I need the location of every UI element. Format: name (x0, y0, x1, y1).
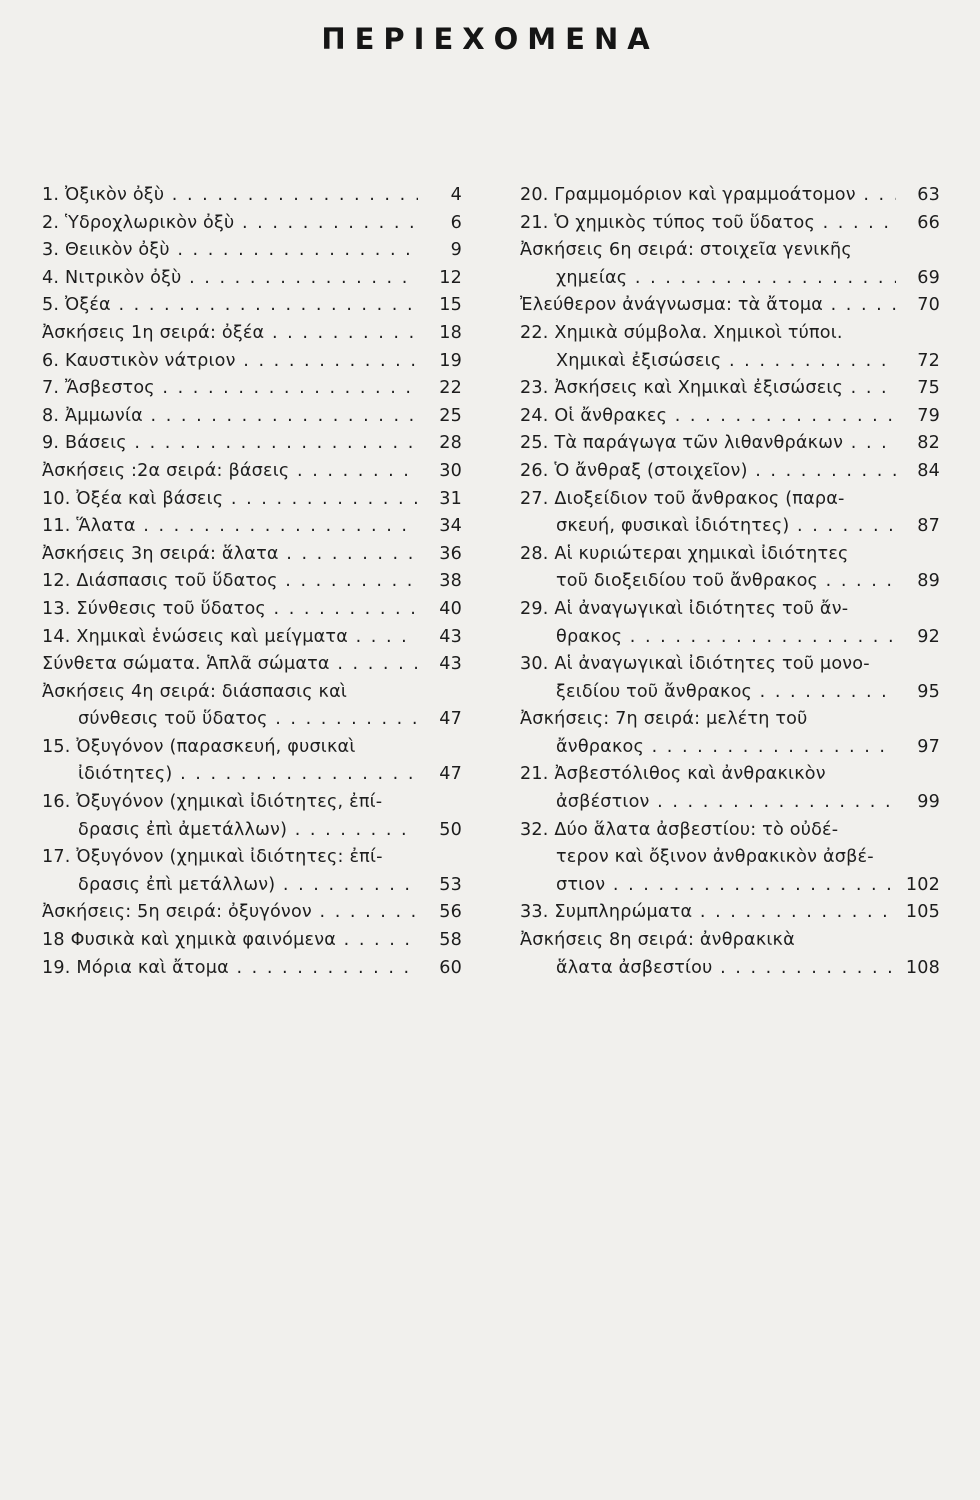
toc-entry (42, 182, 462, 210)
toc-entry-title: Ἀσκήσεις 3η σειρά: ἅλατα . . . (42, 541, 418, 569)
toc-page-number: 70 (917, 295, 940, 316)
toc-entry-title: Ἀσκήσεις 1η σειρά: ὀξέα . . . (42, 320, 418, 348)
toc-entry (520, 899, 940, 927)
toc-entry-title: Ἀσκήσεις: 5η σειρά: ὀξυγόνον . . . (42, 899, 418, 927)
toc-entry-title: 19. Μόρια καὶ ἄτομα . . . (42, 955, 418, 983)
toc-entry (42, 237, 462, 265)
toc-page-number: 84 (917, 460, 940, 481)
toc-entry-title: 6. Καυστικὸν νάτριον . . . (42, 348, 418, 376)
toc-page-number: 105 (905, 902, 940, 923)
toc-entry (42, 927, 462, 955)
toc-entry-title: 4. Νιτρικὸν ὀξὺ . . . (42, 265, 418, 293)
toc-entry-title-line: Χημικαὶ ἐξισώσεις . . . (556, 348, 896, 376)
toc-page-number: 56 (439, 902, 462, 923)
toc-entry (42, 541, 462, 569)
toc-page-number: 4 (450, 185, 462, 205)
toc-page-number: 102 (905, 874, 940, 895)
toc-entry-title: Ἀσκήσεις :2α σειρά: βάσεις . . . (42, 458, 418, 486)
toc-entry (42, 292, 462, 320)
toc-entry-title-line: 27. Διοξείδιον τοῦ ἄνθρακος (παρα- (520, 488, 845, 509)
toc-entry-title-line: 17. Ὀξυγόνον (χημικαὶ ἰδιότητες: ἐπί- (42, 847, 383, 868)
toc-entry-title-line: τερον καὶ ὄξινον ἀνθρακικὸν ἀσβέ- (556, 847, 874, 868)
toc-entry-title: 8. Ἀμμωνία . . . (42, 403, 418, 431)
toc-page-number: 58 (439, 930, 462, 951)
toc-entry (520, 817, 940, 900)
toc-entry-title-line: 16. Ὀξυγόνον (χημικαὶ ἰδιότητες, ἐπί- (42, 792, 383, 813)
toc-page-number: 79 (917, 405, 940, 426)
toc-page-number: 72 (917, 350, 940, 371)
toc-entry (520, 292, 940, 320)
toc-entry (520, 210, 940, 238)
toc-entry-title: Ἐλεύθερον ἀνάγνωσμα: τὰ ἄτομα . . . (520, 292, 896, 320)
toc-page-number: 108 (905, 957, 940, 978)
toc-entry (42, 734, 462, 789)
toc-entry-title-line: 21. Ἀσβεστόλιθος καὶ ἀνθρακικὸν (520, 764, 826, 785)
toc-entry-title-line: Ἀσκήσεις 4η σειρά: διάσπασις καὶ (42, 681, 348, 702)
toc-entry (520, 182, 940, 210)
toc-entry (520, 375, 940, 403)
toc-page-number: 25 (439, 405, 462, 426)
toc-entry-title: 9. Βάσεις . . . (42, 430, 418, 458)
toc-left-column (42, 182, 462, 982)
toc-entry-title: 25. Τὰ παράγωγα τῶν λιθανθράκων . . . (520, 430, 896, 458)
toc-page-number: 97 (917, 736, 940, 757)
toc-entry (520, 458, 940, 486)
toc-entry (520, 927, 940, 982)
page-title: ΠΕΡΙΕΧΟΜΕΝΑ (321, 22, 659, 56)
toc-page-number: 43 (439, 626, 462, 647)
toc-entry-title: 3. Θειικὸν ὀξὺ . . . (42, 237, 418, 265)
toc-entry (520, 706, 940, 761)
toc-entry (520, 237, 940, 292)
toc-entry-title-line: ἀσβέστιον . . . (556, 789, 896, 817)
toc-page-number: 66 (917, 212, 940, 233)
toc-entry (42, 348, 462, 376)
toc-entry-title-line: δρασις ἐπὶ μετάλλων) . . . (78, 872, 418, 900)
toc-entry (42, 568, 462, 596)
toc-entry (42, 430, 462, 458)
toc-page-number: 19 (439, 350, 462, 371)
toc-page-number: 69 (917, 267, 940, 288)
toc-entry (42, 899, 462, 927)
toc-page-number: 9 (450, 240, 462, 261)
toc-page-number: 40 (439, 598, 462, 619)
toc-page-number: 31 (439, 488, 462, 509)
toc-entry (42, 513, 462, 541)
toc-page-number: 36 (439, 543, 462, 564)
toc-entry-title-line: Ἀσκήσεις 6η σειρά: στοιχεῖα γενικῆς (520, 240, 852, 261)
toc-entry (42, 265, 462, 293)
toc-entry-title-line: 32. Δύο ἅλατα ἀσβεστίου: τὸ οὐδέ- (520, 819, 839, 840)
toc-entry (520, 596, 940, 651)
toc-entry-title-line: ξειδίου τοῦ ἄνθρακος . . . (556, 679, 896, 707)
toc-page-number: 47 (439, 764, 462, 785)
toc-entry (42, 375, 462, 403)
toc-entry-title: 5. Ὀξέα . . . (42, 292, 418, 320)
toc-page-number: 22 (439, 378, 462, 399)
toc-entry-title-line: τοῦ διοξειδίου τοῦ ἄνθρακος . . . (556, 568, 896, 596)
toc-entry-title-line: Ἀσκήσεις 8η σειρά: ἀνθρακικὰ (520, 930, 795, 951)
toc-page-number: 92 (917, 626, 940, 647)
toc-entry-title-line: ἰδιότητες) . . . (78, 761, 418, 789)
toc-entry-title-line: ἄνθρακος . . . (556, 734, 896, 762)
toc-entry (42, 403, 462, 431)
toc-entry (42, 596, 462, 624)
toc-entry (42, 844, 462, 899)
toc-entry-title-line: θρακος . . . (556, 624, 896, 652)
toc-entry-title: 12. Διάσπασις τοῦ ὕδατος . . . (42, 568, 418, 596)
toc-entry-title-line: σύνθεσις τοῦ ὕδατος . . . (78, 706, 418, 734)
toc-entry-title: 2. Ὑδροχλωρικὸν ὀξὺ . . . (42, 210, 418, 238)
toc-page-number: 95 (917, 681, 940, 702)
toc-page-number: 53 (439, 874, 462, 895)
toc-entry (520, 320, 940, 375)
toc-entry (42, 458, 462, 486)
toc-entry-title-line: 30. Αἱ ἀναγωγικαὶ ἰδιότητες τοῦ μονο- (520, 654, 870, 675)
toc-page-number: 47 (439, 709, 462, 730)
toc-entry-title-line: Ἀσκήσεις: 7η σειρά: μελέτη τοῦ (520, 709, 808, 730)
toc-entry-title-line: 28. Αἱ κυριώτεραι χημικαὶ ἰδιότητες (520, 543, 849, 564)
toc-page-number: 87 (917, 516, 940, 537)
toc-entry-title: 14. Χημικαὶ ἑνώσεις καὶ μείγματα . . . (42, 624, 418, 652)
toc-entry (520, 403, 940, 431)
toc-entry-title-line: δρασις ἐπὶ ἀμετάλλων) . . . (78, 817, 418, 845)
toc-entry (42, 210, 462, 238)
toc-entry-title: Σύνθετα σώματα. Ἁπλᾶ σώματα . . . (42, 651, 418, 679)
toc-page-number: 43 (439, 654, 462, 675)
toc-entry-title: 18 Φυσικὰ καὶ χημικὰ φαινόμενα . . . (42, 927, 418, 955)
toc-entry (520, 541, 940, 596)
toc-entry (520, 486, 940, 541)
toc-entry-title: 10. Ὀξέα καὶ βάσεις . . . (42, 486, 418, 514)
toc-entry-title: 26. Ὁ ἄνθραξ (στοιχεῖον) . . . (520, 458, 896, 486)
toc-page-number: 82 (917, 433, 940, 454)
toc-entry-title-line: στιον . . . (556, 872, 896, 900)
toc-entry-title-line: σκευή, φυσικαὶ ἰδιότητες) . . . (556, 513, 896, 541)
toc-entry-title: 20. Γραμμομόριον καὶ γραμμοάτομον . . . (520, 182, 896, 210)
toc-entry-title: 24. Οἱ ἄνθρακες . . . (520, 403, 896, 431)
toc-page-number: 15 (439, 295, 462, 316)
toc-entry (42, 679, 462, 734)
toc-entry (42, 651, 462, 679)
toc-page-number: 89 (917, 571, 940, 592)
toc-entry (42, 320, 462, 348)
toc-entry (520, 761, 940, 816)
toc-entry (42, 486, 462, 514)
toc-entry-title-line: χημείας . . . (556, 265, 896, 293)
toc-entry-title: 21. Ὁ χημικὸς τύπος τοῦ ὕδατος . . . (520, 210, 896, 238)
toc-page-number: 63 (917, 185, 940, 205)
toc-page-number: 30 (439, 460, 462, 481)
toc-page-number: 34 (439, 516, 462, 537)
toc-page-number: 50 (439, 819, 462, 840)
toc-entry (42, 955, 462, 983)
toc-entry-title: 11. Ἅλατα . . . (42, 513, 418, 541)
toc-entry-title-line: ἅλατα ἀσβεστίου . . . (556, 955, 896, 983)
toc-entry-title-line: 15. Ὀξυγόνον (παρασκευή, φυσικαὶ (42, 736, 356, 757)
toc-page-number: 28 (439, 433, 462, 454)
toc-entry (42, 789, 462, 844)
toc-page-number: 12 (439, 267, 462, 288)
toc-entry-title: 33. Συμπληρώματα . . . (520, 899, 896, 927)
toc-page-number: 18 (439, 322, 462, 343)
toc-entry-title: 13. Σύνθεσις τοῦ ὕδατος . . . (42, 596, 418, 624)
toc-entry (520, 430, 940, 458)
toc-right-column (520, 182, 940, 982)
toc-entry-title: 7. Ἄσβεστος . . . (42, 375, 418, 403)
toc-page-number: 38 (439, 571, 462, 592)
toc-page-number: 75 (917, 378, 940, 399)
toc-page-number: 6 (450, 212, 462, 233)
toc-entry (520, 651, 940, 706)
toc-entry-title: 1. Ὀξικὸν ὀξὺ . . . (42, 182, 418, 210)
toc-page-number: 99 (917, 792, 940, 813)
toc-entry (42, 624, 462, 652)
toc-entry-title-line: 29. Αἱ ἀναγωγικαὶ ἰδιότητες τοῦ ἄν- (520, 598, 849, 619)
toc-entry-title: 23. Ἀσκήσεις καὶ Χημικαὶ ἐξισώσεις . . . (520, 375, 896, 403)
toc-page-number: 60 (439, 957, 462, 978)
toc-entry-title-line: 22. Χημικὰ σύμβολα. Χημικοὶ τύποι. (520, 322, 843, 343)
